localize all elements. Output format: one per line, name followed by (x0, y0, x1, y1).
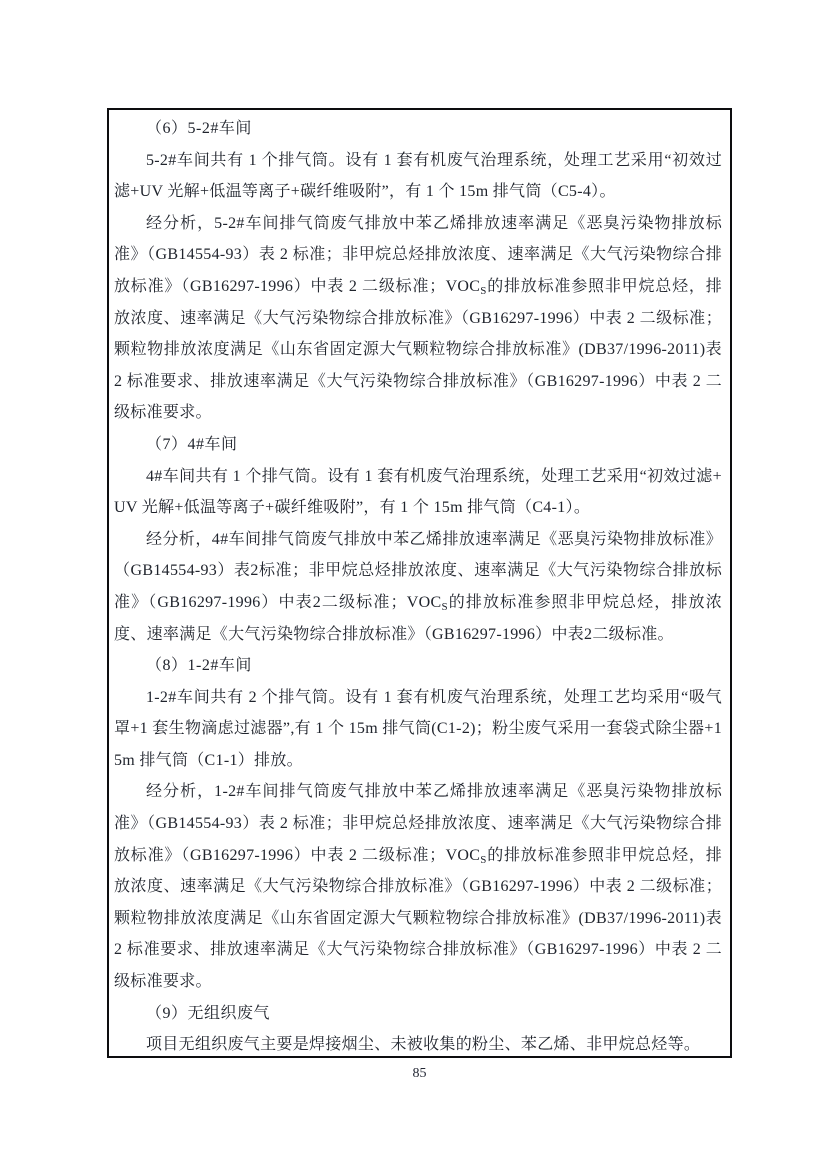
paragraph: 项目无组织废气主要是焊接烟尘、未被收集的粉尘、苯乙烯、非甲烷总烃等。 (146, 1036, 701, 1054)
section-heading: （8）1-2#车间 (146, 657, 252, 675)
paragraph: 经分析，1-2#车间排气筒废气排放中苯乙烯排放速率满足《恶臭污染物排放标准》（GB14554-93）表 2 标准；非甲烷总烃排放浓度、速率满足《大气污染物综合排放标准》（GB16297-1996）中表 2 二级标准；$VOC_S$的排放标准参照非甲烷总烃，排放浓度、速率满足《大气污染物综合排放标准》（GB16297-1996）中表 2 二级标准；颗粒物排放浓度满足《山东省固定源大气颗粒物综合排放标准》(DB37/1996-2011)表 2 标准要求、排放速率满足《大气污染物综合排放标准》（GB16297-1996）中表 2 二级标准要求。 (114, 783, 723, 991)
content-border-box (107, 108, 732, 1058)
paragraph: 1-2#车间共有 2 个排气筒。设有 1 套有机废气治理系统，处理工艺均采用“吸气罩+1 套生物滴虑过滤器”,有 1 个 15m 排气筒(C1-2)；粉尘废气采用一套袋式除尘器+15m 排气筒（C1-1）排放。 (114, 688, 722, 769)
page-number: 85 (412, 1066, 427, 1081)
paragraph: 经分析，4#车间排气筒废气排放中苯乙烯排放速率满足《恶臭污染物排放标准》（GB14554-93）表2标准；非甲烷总烃排放浓度、速率满足《大气污染物综合排放标准》（GB16297-1996）中表2二级标准；$VOC_S$的排放标准参照非甲烷总烃，排放浓度、速率满足《大气污染物综合排放标准》（GB16297-1996）中表2二级标准。 (114, 530, 722, 643)
section-heading: （6）5-2#车间 (146, 120, 252, 137)
section-heading: （9）无组织废气 (146, 1004, 271, 1022)
paragraph: 4#车间共有 1 个排气筒。设有 1 套有机废气治理系统，处理工艺采用“初效过滤+UV 光解+低温等离子+碳纤维吸附”，有 1 个 15m 排气筒（C4-1）。 (114, 467, 722, 517)
document-body (114, 113, 722, 1058)
section-heading: （7）4#车间 (146, 435, 238, 453)
paragraph: 经分析，5-2#车间排气筒废气排放中苯乙烯排放速率满足《恶臭污染物排放标准》（GB14554-93）表 2 标准；非甲烷总烃排放浓度、速率满足《大气污染物综合排放标准》（GB16297-1996）中表 2 二级标准；$VOC_S$的排放标准参照非甲烷总烃，排放浓度、速率满足《大气污染物综合排放标准》（GB16297-1996）中表 2 二级标准；颗粒物排放浓度满足《山东省固定源大气颗粒物综合排放标准》(DB37/1996-2011)表 2 标准要求、排放速率满足《大气污染物综合排放标准》（GB16297-1996）中表 2 二级标准要求。 (114, 214, 723, 422)
paragraph: 5-2#车间共有 1 个排气筒。设有 1 套有机废气治理系统，处理工艺采用“初效过滤+UV 光解+低温等离子+碳纤维吸附”，有 1 个 15m 排气筒（C5-4）。 (114, 151, 722, 201)
